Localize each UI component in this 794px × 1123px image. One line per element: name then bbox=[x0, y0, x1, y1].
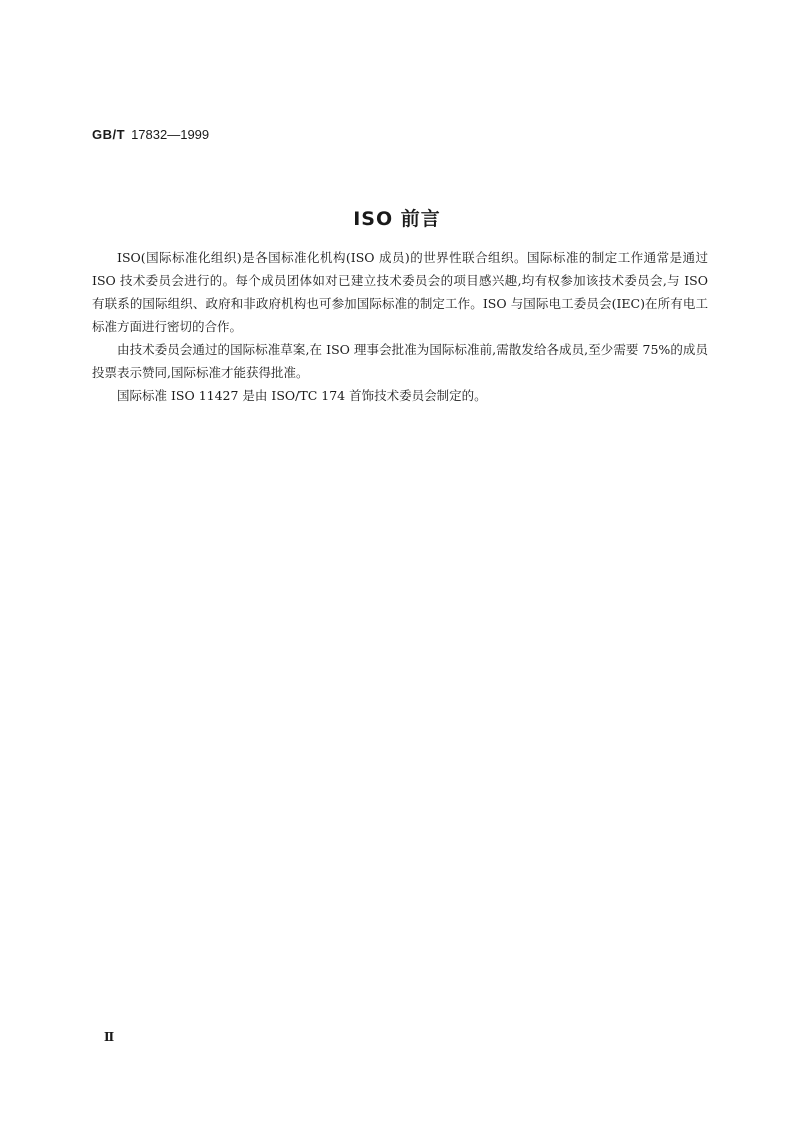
page-title: ISO 前言 bbox=[353, 208, 441, 230]
standard-number: 17832—1999 bbox=[131, 127, 210, 142]
paragraph-committee: 国际标准 ISO 11427 是由 ISO/TC 174 首饰技术委员会制定的。 bbox=[117, 388, 487, 403]
paragraph-iso-overview: ISO(国际标准化组织)是各国标准化机构(ISO 成员)的世界性联合组织。国际标准的制定工作通常是通过 ISO 技术委员会进行的。每个成员团体如对已建立技术委员会的项目感兴趣,均有权参加该技术委员会,与 ISO 有联系的国际组织、政府和非政府机构也可参加国际标准的制定工作。ISO 与国际电工委员会(IEC)在所有电工标准方面进行密切的合作。 bbox=[92, 250, 708, 334]
standard-prefix: GB/T bbox=[92, 127, 126, 142]
foreword-body bbox=[92, 246, 708, 407]
paragraph-approval: 由技术委员会通过的国际标准草案,在 ISO 理事会批准为国际标准前,需散发给各成员,至少需要 75%的成员投票表示赞同,国际标准才能获得批准。 bbox=[92, 342, 708, 380]
standard-code-header bbox=[92, 126, 209, 145]
page-number: Ⅱ bbox=[104, 1030, 115, 1044]
